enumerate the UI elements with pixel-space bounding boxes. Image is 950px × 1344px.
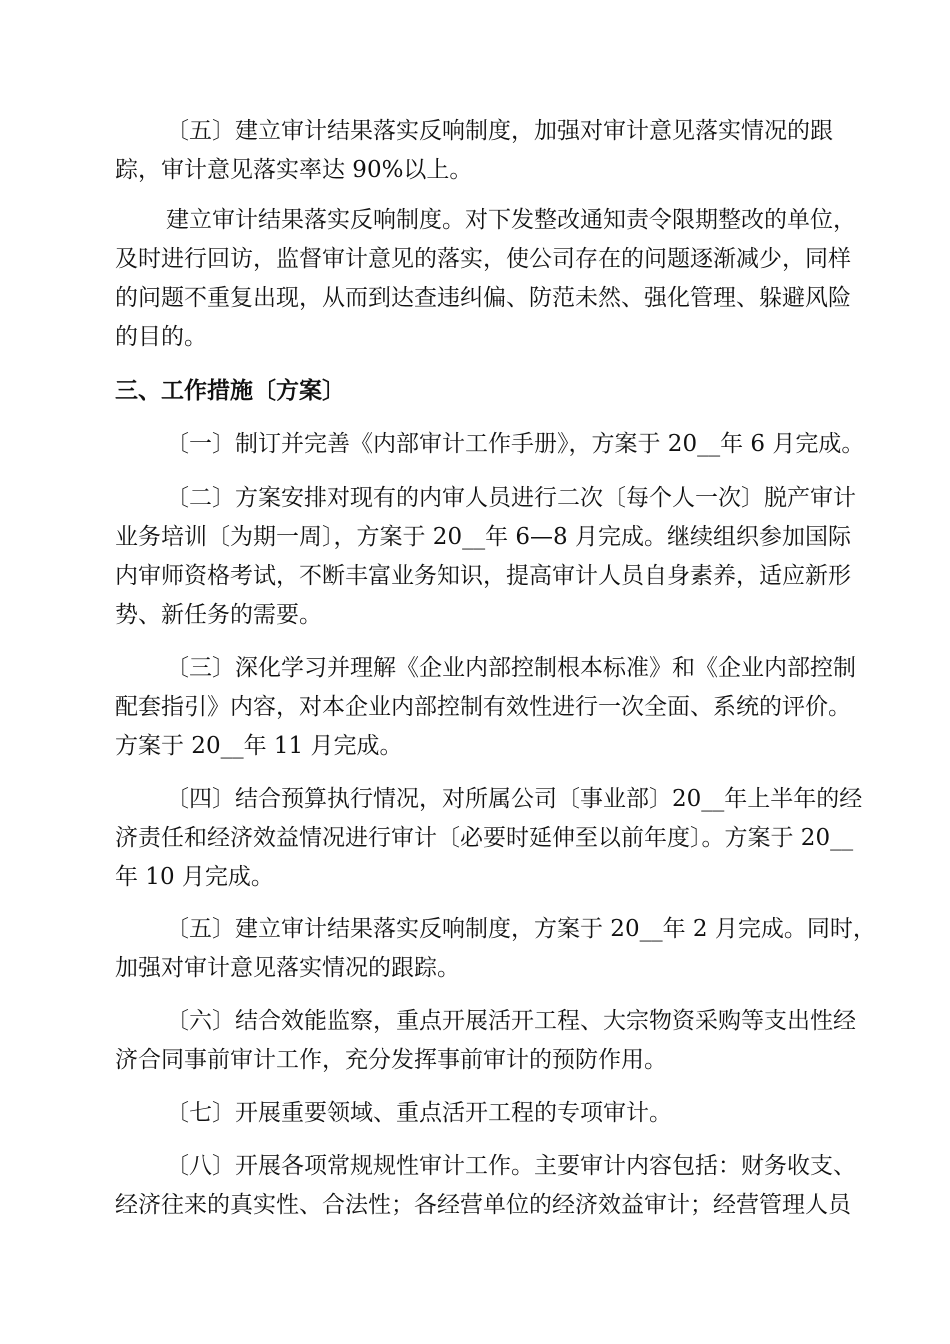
measure-2-line-2: 业务培训〔为期一周〕，方案于 20__年 6—8 月完成。继续组织参加国际 [115,524,851,550]
paragraph-5-line-2: 踪，审计意见落实率达 90%以上。 [115,157,473,183]
measure-4-line-2: 济责任和经济效益情况进行审计〔必要时延伸至以前年度〕。方案于 20__ [115,825,854,851]
paragraph-feedback-line-2: 及时进行回访，监督审计意见的落实，使公司存在的问题逐渐减少，同样 [115,246,851,272]
measure-4-line-1: 〔四〕结合预算执行情况，对所属公司〔事业部〕20__年上半年的经 [166,786,863,812]
measure-6-line-1: 〔六〕结合效能监察，重点开展活开工程、大宗物资采购等支出性经 [166,1008,856,1034]
paragraph-feedback-line-4: 的目的。 [115,324,207,350]
measure-1-line-1: 〔一〕制订并完善《内部审计工作手册》，方案于 20__年 6 月完成。 [166,431,865,457]
measure-2-line-1: 〔二〕方案安排对现有的内审人员进行二次〔每个人一次〕脱产审计 [166,485,856,511]
section-heading: 三、工作措施〔方案〕 [115,378,345,404]
measure-5-line-2: 加强对审计意见落实情况的跟踪。 [115,955,460,981]
measure-2-line-3: 内审师资格考试，不断丰富业务知识，提高审计人员自身素养，适应新形 [115,563,851,589]
measure-3-line-1: 〔三〕深化学习并理解《企业内部控制根本标准》和《企业内部控制 [166,655,856,681]
measure-7-line-1: 〔七〕开展重要领域、重点活开工程的专项审计。 [166,1100,672,1126]
paragraph-feedback-line-1: 建立审计结果落实反响制度。对下发整改通知责令限期整改的单位， [166,207,856,233]
measure-8-line-1: 〔八〕开展各项常规规性审计工作。主要审计内容包括：财务收支、 [166,1153,856,1179]
measure-4-line-3: 年 10 月完成。 [115,864,274,890]
measure-2-line-4: 势、新任务的需要。 [115,602,322,628]
measure-5-line-1: 〔五〕建立审计结果落实反响制度，方案于 20__年 2 月完成。同时， [166,916,876,942]
measure-3-line-2: 配套指引》内容，对本企业内部控制有效性进行一次全面、系统的评价。 [115,694,851,720]
measure-6-line-2: 济合同事前审计工作，充分发挥事前审计的预防作用。 [115,1047,667,1073]
measure-8-line-2: 经济往来的真实性、合法性；各经营单位的经济效益审计；经营管理人员 [115,1192,851,1218]
paragraph-5-line-1: 〔五〕建立审计结果落实反响制度，加强对审计意见落实情况的跟 [166,118,833,144]
paragraph-feedback-line-3: 的问题不重复出现，从而到达查违纠偏、防范未然、强化管理、躲避风险 [115,285,851,311]
measure-3-line-3: 方案于 20__年 11 月完成。 [115,733,403,759]
